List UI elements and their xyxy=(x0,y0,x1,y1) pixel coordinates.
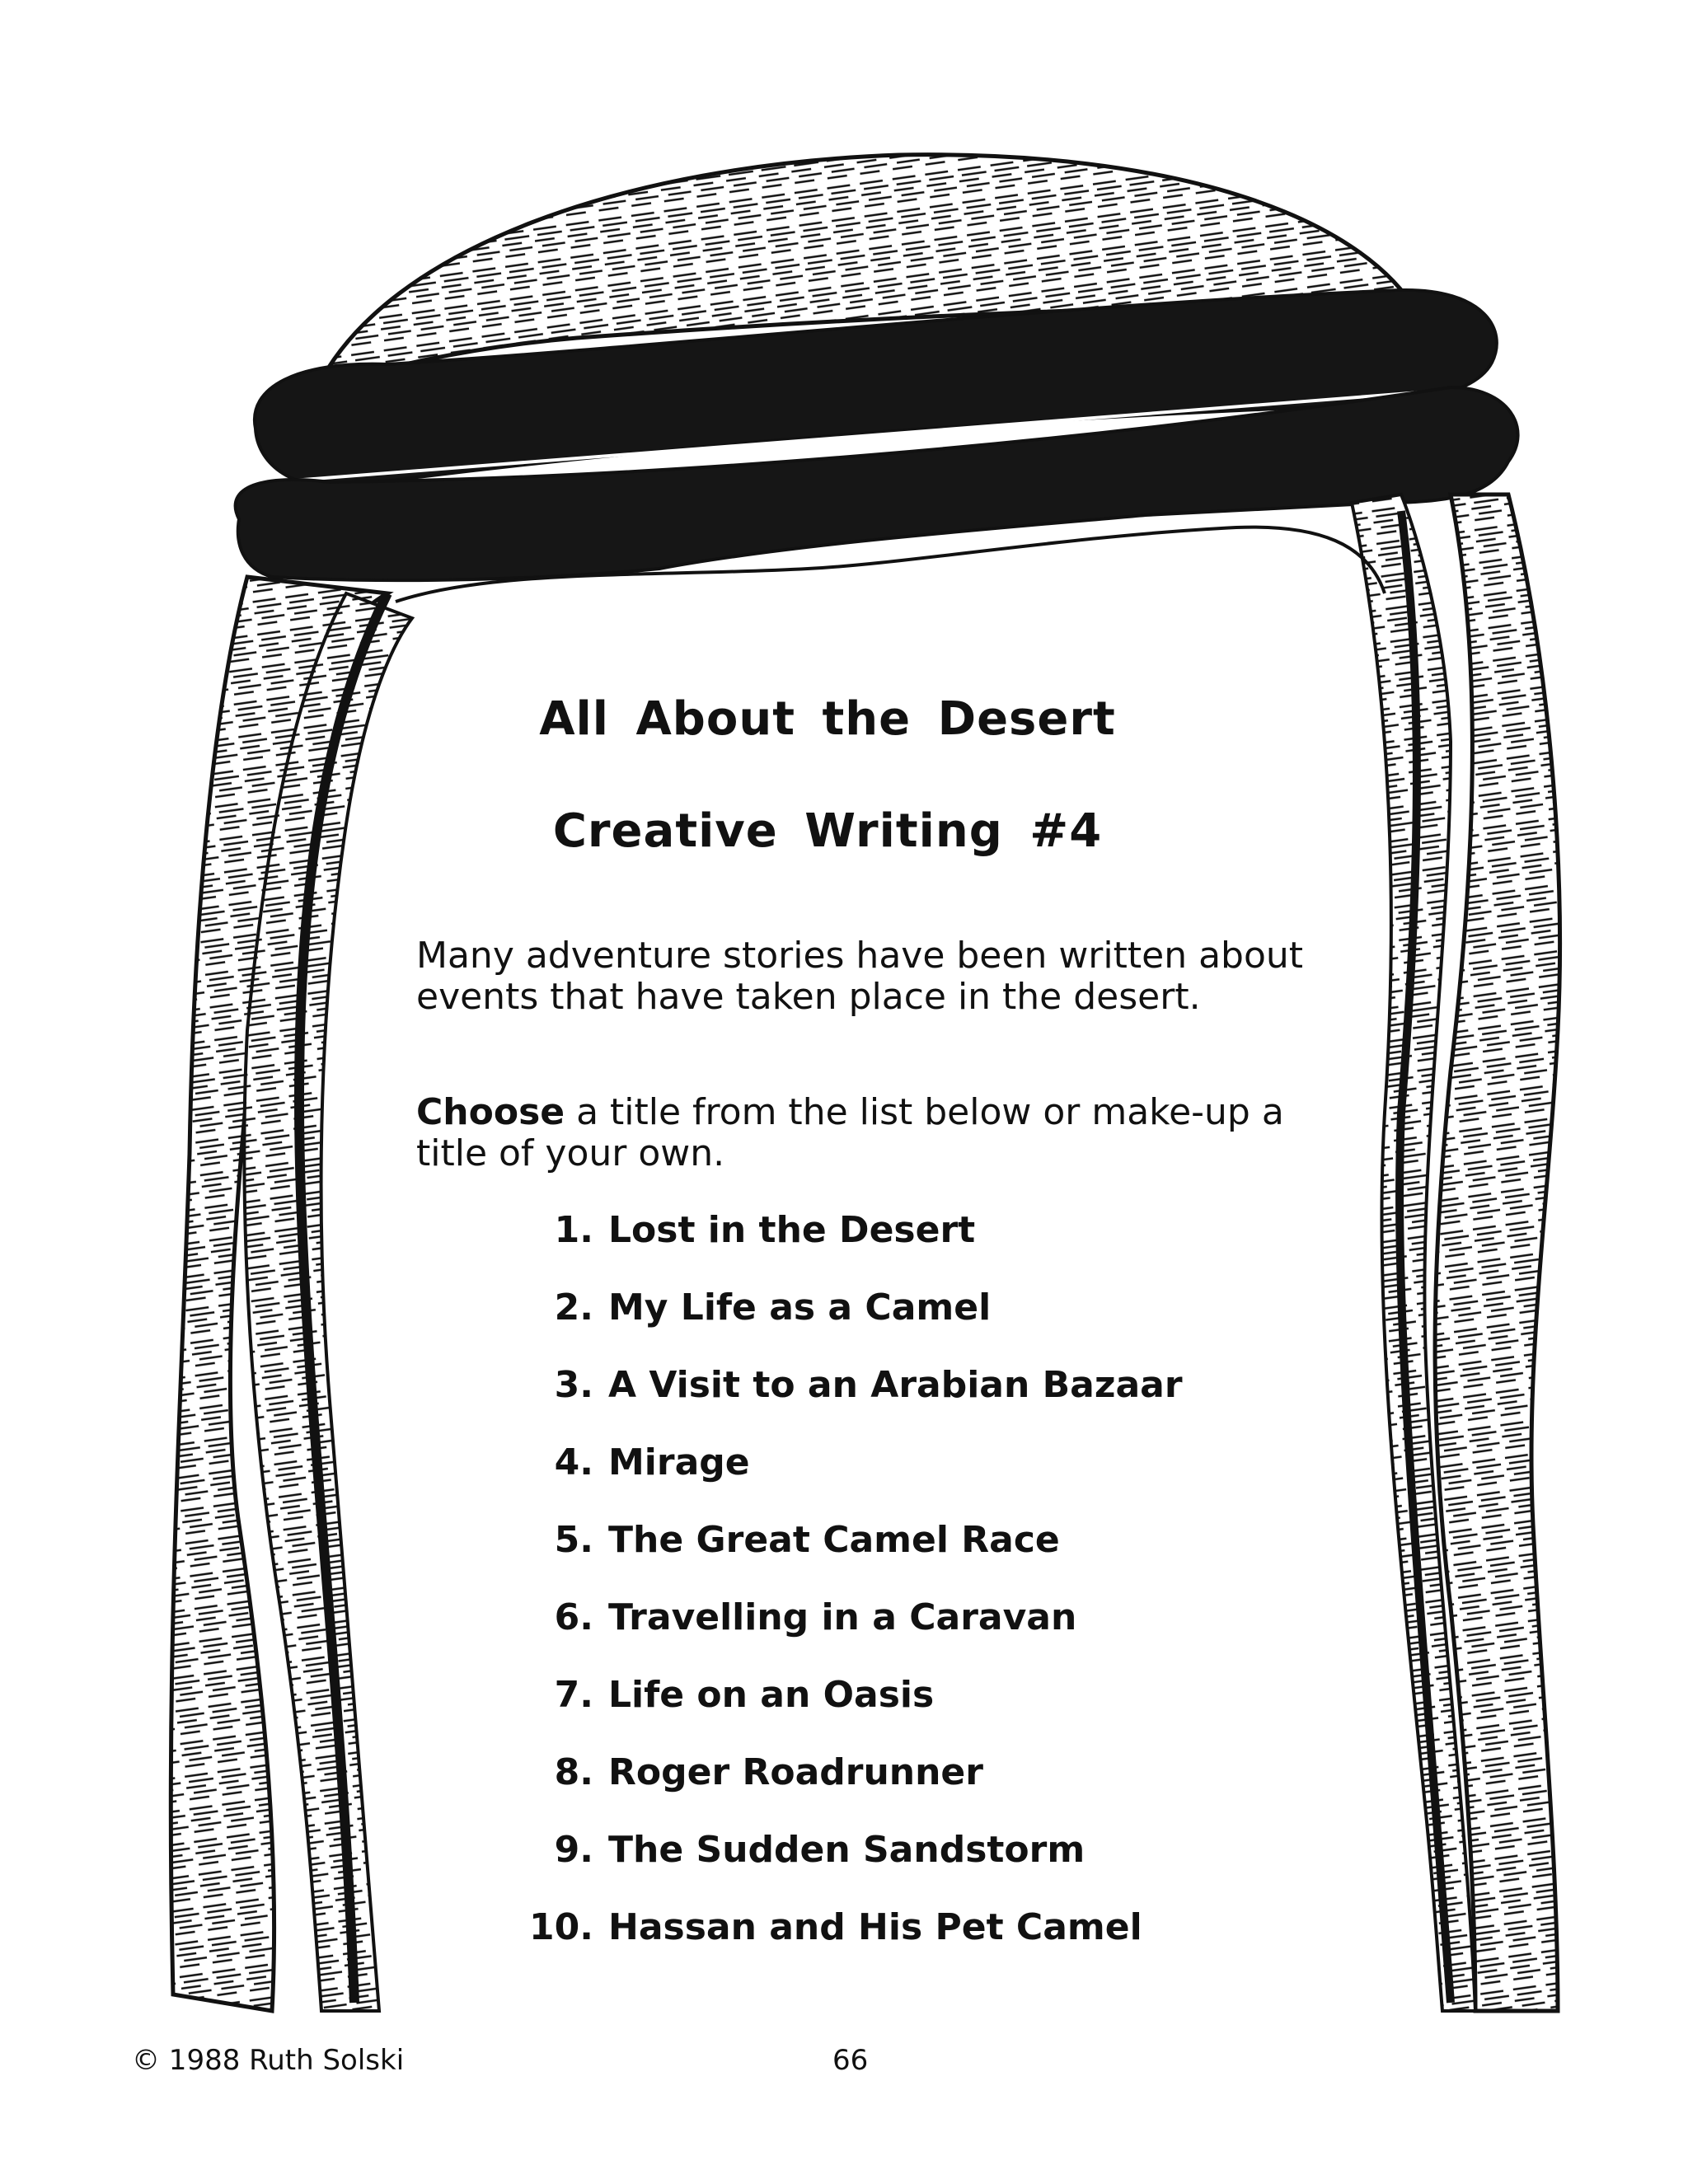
list-item-title: A Visit to an Arabian Bazaar xyxy=(608,1364,1183,1406)
list-item xyxy=(511,1899,1183,1976)
list-item-number: 5. xyxy=(554,1519,593,1561)
list-item-number: 6. xyxy=(554,1596,593,1638)
list-item-number: 3. xyxy=(554,1364,593,1406)
list-item xyxy=(511,1202,1183,1279)
list-item xyxy=(511,1744,1183,1821)
list-item xyxy=(511,1434,1183,1511)
list-item-title: Travelling in a Caravan xyxy=(608,1596,1077,1638)
list-item-number: 7. xyxy=(554,1674,593,1716)
instruction-text: a title from the list below or make-up a title of your own. xyxy=(416,1091,1284,1174)
list-item-title: Hassan and His Pet Camel xyxy=(608,1906,1142,1948)
list-item-number: 8. xyxy=(554,1751,593,1793)
intro-paragraph: Many adventure stories have been written about events that have taken place in the desert. xyxy=(416,935,1304,1018)
list-item xyxy=(511,1821,1183,1899)
list-item-title: The Great Camel Race xyxy=(608,1519,1060,1561)
list-item-number: 10. xyxy=(529,1906,593,1948)
page-number: 66 xyxy=(832,2044,869,2077)
page-subtitle: Creative Writing #4 xyxy=(552,804,1103,858)
list-item-title: Life on an Oasis xyxy=(608,1674,935,1716)
instruction-bold-word: Choose xyxy=(416,1091,565,1133)
list-item-number: 1. xyxy=(554,1209,593,1251)
list-item xyxy=(511,1357,1183,1434)
list-item-number: 9. xyxy=(554,1829,593,1871)
list-item xyxy=(511,1589,1183,1666)
list-item-title: Roger Roadrunner xyxy=(608,1751,983,1793)
list-item-title: My Life as a Camel xyxy=(608,1286,992,1329)
page-title: All About the Desert xyxy=(539,692,1116,746)
topic-list xyxy=(511,1202,1183,1976)
copyright-notice: © 1988 Ruth Solski xyxy=(132,2044,405,2077)
instruction-paragraph xyxy=(416,1092,1306,1174)
list-item-title: Mirage xyxy=(608,1441,750,1483)
list-item-number: 2. xyxy=(554,1286,593,1329)
list-item xyxy=(511,1279,1183,1357)
list-item-title: The Sudden Sandstorm xyxy=(608,1829,1085,1871)
list-item xyxy=(511,1666,1183,1744)
list-item-number: 4. xyxy=(554,1441,593,1483)
list-item-title: Lost in the Desert xyxy=(608,1209,976,1251)
list-item xyxy=(511,1511,1183,1589)
